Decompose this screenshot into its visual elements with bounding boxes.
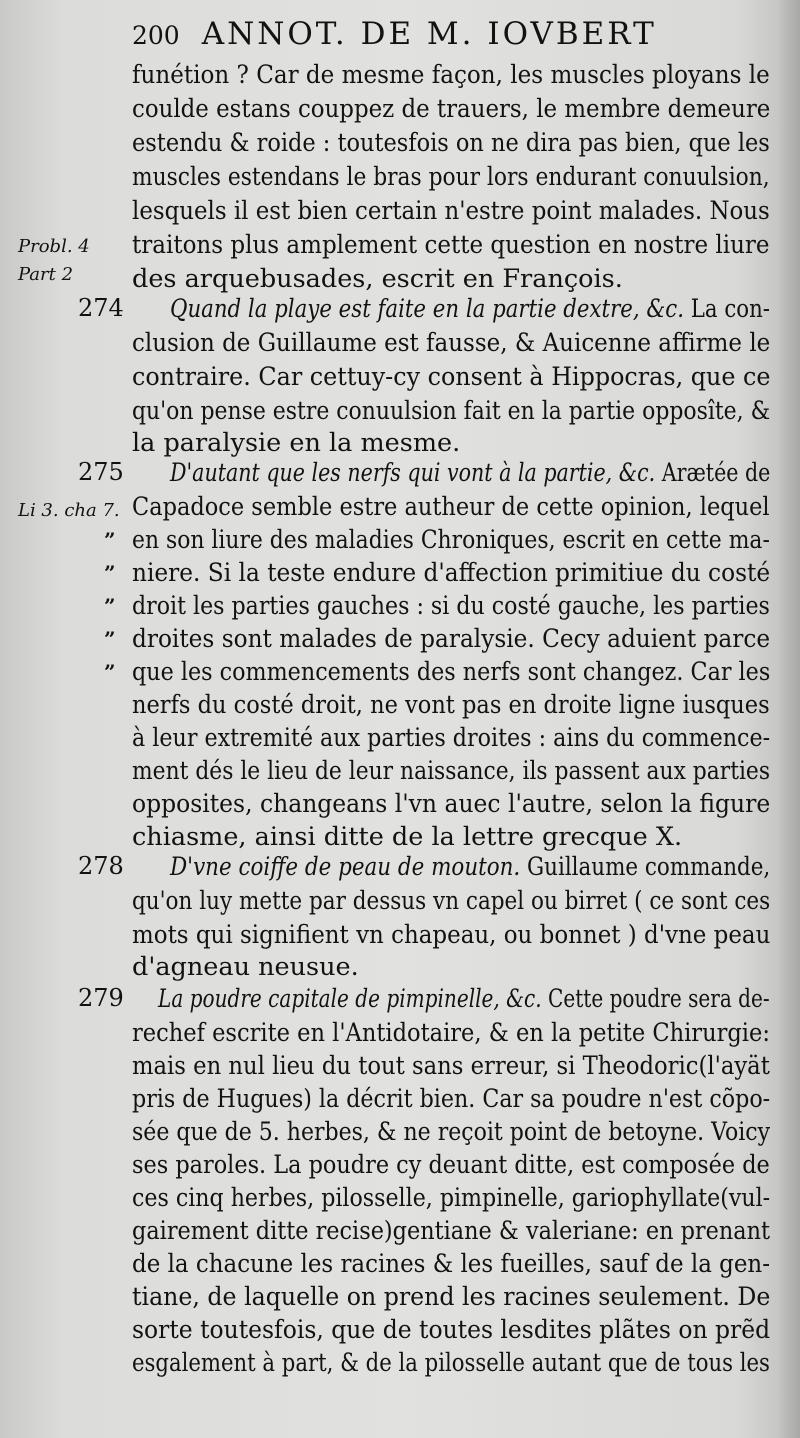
text-line: droites sont malades de paralysie. Cecy aduient parce — [132, 624, 771, 654]
text-line: nerfs du costé droit, ne vont pas en droite ligne iusques — [132, 690, 770, 720]
text-line: qu'on luy mette par dessus vn capel ou birret ( ce sont ces — [132, 886, 771, 916]
text-line: sée que de 5. herbes, & ne reçoit point de betoyne. Voicy — [132, 1117, 771, 1147]
lemma-italic: Quand la playe est faite en la partie dextre, &c. — [170, 294, 684, 324]
text-line: estendu & roide : toutesfois on ne dira pas bien, que les — [132, 128, 770, 158]
text-line: ment dés le lieu de leur naissance, ils passent aux parties — [132, 756, 771, 786]
text-line: mots qui signifient vn chapeau, ou bonnet ) d'vne peau — [132, 920, 771, 950]
page-edge-shadow — [778, 0, 800, 1438]
note-number: 279 — [78, 984, 124, 1012]
text-line: que les commencements des nerfs sont changez. Car les — [132, 657, 771, 687]
page-number: 200 — [132, 21, 180, 50]
text-line: funétion ? Car de mesme façon, les muscles ployans le — [132, 60, 770, 90]
margin-note-probl: Probl. 4 — [18, 236, 90, 257]
text-line: des arquebusades, escrit en François. — [132, 264, 623, 294]
lemma-italic: La poudre capitale de pimpinelle, &c. — [158, 984, 542, 1014]
text-line: ses paroles. La poudre cy deuant ditte, est composée de — [132, 1150, 770, 1180]
lemma-italic: D'autant que les nerfs qui vont à la partie, &c. — [170, 458, 656, 488]
text-line: d'agneau neusue. — [132, 952, 359, 982]
text-line: droit les parties gauches : si du costé gauche, les parties — [132, 591, 770, 621]
text-line: Capadoce semble estre autheur de cette opinion, lequel — [132, 492, 770, 522]
quote-mark: ” — [104, 528, 116, 552]
note-number: 278 — [78, 852, 124, 880]
quote-mark: ” — [104, 627, 116, 651]
text-line: Quand la playe est faite en la partie dextre, &c. La con- — [170, 294, 770, 324]
quote-mark: ” — [104, 561, 116, 585]
running-title: ANNOT. DE M. IOVBERT — [201, 16, 657, 52]
text-line: niere. Si la teste endure d'affection primitiue du costé — [132, 558, 771, 588]
text-line: à leur extremité aux parties droites : ains du commence- — [132, 723, 771, 753]
note-number: 274 — [78, 294, 124, 322]
quote-mark: ” — [104, 660, 116, 684]
text-line: traitons plus amplement cette question en nostre liure — [132, 230, 770, 260]
text-line: sorte toutesfois, que de toutes lesdites plãtes on prẽd — [132, 1315, 771, 1345]
lemma-italic: D'vne coiffe de peau de mouton. — [170, 852, 521, 882]
text-line: chiasme, ainsi ditte de la lettre grecque X. — [132, 822, 683, 852]
text-line: D'autant que les nerfs qui vont à la partie, &c. Arætée de — [170, 458, 771, 488]
quote-mark: ” — [104, 594, 116, 618]
text-line: coulde estans couppez de trauers, le membre demeure — [132, 94, 771, 124]
text-line: pris de Hugues) la décrit bien. Car sa poudre n'est cõpo- — [132, 1084, 771, 1114]
text-line: de la chacune les racines & les fueilles, sauf de la gen- — [132, 1249, 770, 1279]
running-header — [132, 16, 657, 52]
text-line: en son liure des maladies Chroniques, escrit en cette ma- — [132, 525, 770, 555]
text-line: qu'on pense estre conuulsion fait en la partie opposîte, & — [132, 396, 771, 426]
text-line: esgalement à part, & de la pilosselle autant que de tous les — [132, 1348, 770, 1378]
text-line: lesquels il est bien certain n'estre point malades. Nous — [132, 196, 770, 226]
margin-note-part: Part 2 — [18, 264, 74, 285]
text-line: tiane, de laquelle on prend les racines seulement. De — [132, 1282, 771, 1312]
text-line: gairement ditte recise)gentiane & valeriane: en prenant — [132, 1216, 771, 1246]
margin-note-li-cha: Li 3. cha 7. — [18, 500, 120, 521]
text-line: muscles estendans le bras pour lors endurant conuulsion, — [132, 162, 770, 192]
note-number: 275 — [78, 458, 124, 486]
text-line: ces cinq herbes, pilosselle, pimpinelle, gariophyllate(vul- — [132, 1183, 771, 1213]
text-line: clusion de Guillaume est fausse, & Auicenne affirme le — [132, 328, 771, 358]
text-line: La poudre capitale de pimpinelle, &c. Cette poudre sera de- — [158, 984, 770, 1014]
text-line: D'vne coiffe de peau de mouton. Guillaume commande, — [170, 852, 771, 882]
text-line: contraire. Car cettuy-cy consent à Hippocras, que ce — [132, 362, 771, 392]
text-line: rechef escrite en l'Antidotaire, & en la petite Chirurgie: — [132, 1018, 770, 1048]
text-line: la paralysie en la mesme. — [132, 428, 461, 458]
text-line: mais en nul lieu du tout sans erreur, si Theodoric(l'ayät — [132, 1051, 770, 1081]
text-line: opposites, changeans l'vn auec l'autre, selon la figure — [132, 789, 771, 819]
